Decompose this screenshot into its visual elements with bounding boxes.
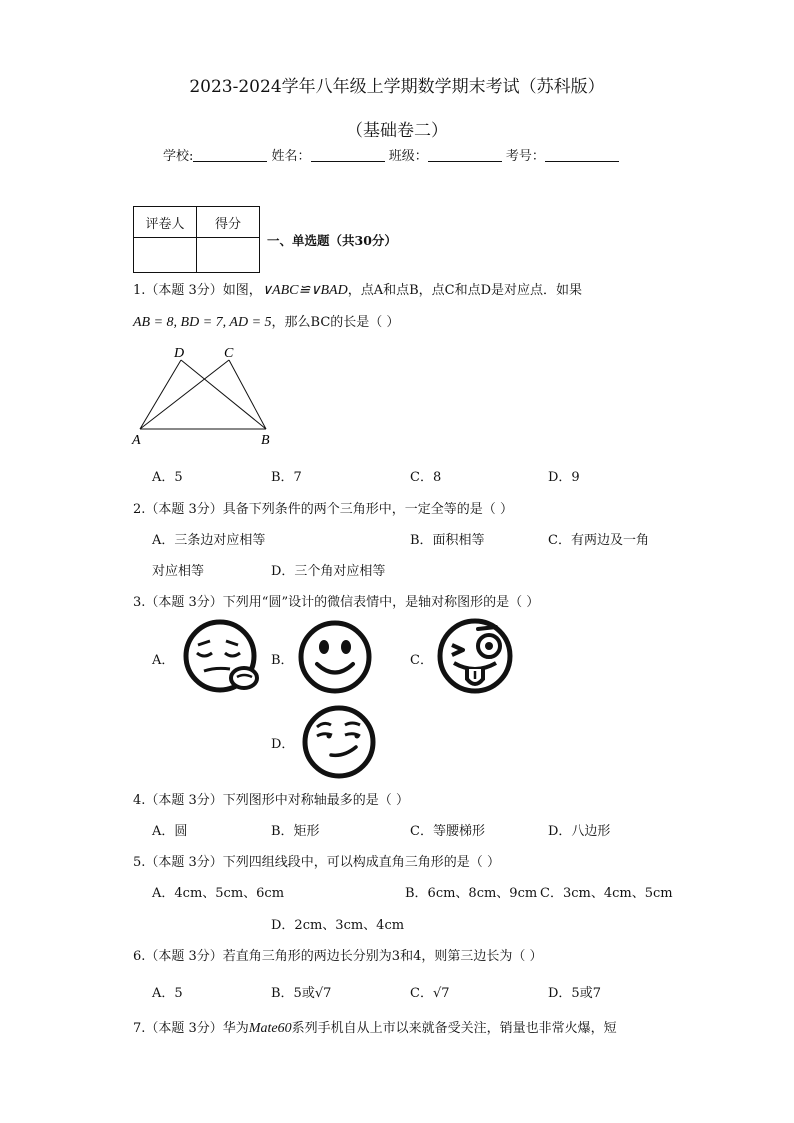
- school-label: 学校:: [163, 149, 194, 164]
- q1-option-d[interactable]: D．9: [548, 470, 580, 485]
- q5-stem: 5.（本题 3分）下列四组线段中，可以构成直角三角形的是（ ）: [133, 855, 500, 870]
- q1-math-congruence: ∨ABC≌∨BAD: [261, 283, 348, 298]
- q1-text-a: 1.（本题 3分）如图，: [133, 283, 262, 298]
- q3-option-a-label[interactable]: A．: [152, 653, 175, 668]
- number-label: 考号：: [505, 149, 545, 164]
- q1-text-c: ，那么BC的长是（ ）: [271, 315, 400, 330]
- q4-option-d[interactable]: D．八边形: [548, 824, 611, 839]
- grader-cell[interactable]: [134, 238, 197, 273]
- q2-option-a[interactable]: A．三条边对应相等: [152, 533, 266, 548]
- q7-text-b: 系列手机自从上市以来就备受关注，销量也非常火爆，短: [291, 1021, 617, 1036]
- q2-option-d[interactable]: D．三个角对应相等: [271, 564, 386, 579]
- q7-math-model: Mate60: [248, 1021, 292, 1036]
- winking-tongue-face-icon[interactable]: [434, 615, 516, 697]
- label-C: C: [224, 346, 234, 361]
- page-subtitle: （基础卷二）: [346, 121, 448, 141]
- q4-stem: 4.（本题 3分）下列图形中对称轴最多的是（ ）: [133, 793, 409, 808]
- name-label: 姓名：: [271, 149, 311, 164]
- smirking-face-icon[interactable]: [300, 703, 378, 781]
- label-A: A: [132, 433, 141, 448]
- q2-stem: 2.（本题 3分）具备下列条件的两个三角形中，一定全等的是（ ）: [133, 502, 513, 517]
- label-B: B: [261, 433, 270, 448]
- name-blank[interactable]: [311, 149, 385, 162]
- class-blank[interactable]: [428, 149, 502, 162]
- q7-stem: [133, 1017, 617, 1037]
- q1-stem-line1: [133, 279, 582, 299]
- q6-option-a[interactable]: A．5: [152, 986, 183, 1001]
- q1-option-a[interactable]: A．5: [152, 470, 183, 485]
- q4-option-c[interactable]: C．等腰梯形: [410, 824, 485, 839]
- q7-text-a: 7.（本题 3分）华为: [133, 1021, 249, 1036]
- page-title: 2023-2024学年八年级上学期数学期末考试（苏科版）: [189, 77, 605, 97]
- section-heading: 一、单选题（共30分）: [267, 233, 397, 248]
- q1-triangle-figure: [128, 340, 288, 452]
- q6-stem: 6.（本题 3分）若直角三角形的两边长分别为3和4，则第三边长为（ ）: [133, 949, 543, 964]
- number-blank[interactable]: [545, 149, 619, 162]
- q5-option-b[interactable]: B．6cm、8cm、9cm: [405, 886, 538, 901]
- q2-option-b[interactable]: B．面积相等: [410, 533, 485, 548]
- q4-option-b[interactable]: B．矩形: [271, 824, 320, 839]
- q2-option-c[interactable]: C．有两边及一角: [548, 533, 649, 548]
- q2-option-c-cont[interactable]: 对应相等: [152, 564, 205, 579]
- q6-option-b[interactable]: B．5或√7: [271, 986, 332, 1001]
- q6-option-c[interactable]: C．√7: [410, 986, 450, 1001]
- class-label: 班级：: [388, 149, 428, 164]
- q3-option-b-label[interactable]: B．: [271, 653, 294, 668]
- q1-text-b: ，点A和点B，点C和点D是对应点．如果: [347, 283, 583, 298]
- q1-option-c[interactable]: C．8: [410, 470, 442, 485]
- q5-option-c[interactable]: C．3cm、4cm、5cm: [540, 886, 673, 901]
- q3-stem: 3.（本题 3分）下列用“圆”设计的微信表情中，是轴对称图形的是（ ）: [133, 595, 540, 610]
- student-info-line: [163, 145, 619, 164]
- q1-math-lengths: AB = 8, BD = 7, AD = 5: [133, 315, 272, 330]
- score-cell[interactable]: [197, 238, 260, 273]
- q1-stem-line2: [133, 311, 399, 331]
- grader-header: 评卷人: [134, 207, 197, 238]
- q5-option-d[interactable]: D．2cm、3cm、4cm: [271, 918, 405, 933]
- q3-option-c-label[interactable]: C．: [410, 653, 433, 668]
- sleepy-tongue-face-icon[interactable]: [182, 619, 264, 695]
- school-blank[interactable]: [193, 149, 267, 162]
- q3-option-d-label[interactable]: D．: [271, 737, 295, 752]
- q1-option-b[interactable]: B．7: [271, 470, 302, 485]
- q6-option-d[interactable]: D．5或7: [548, 986, 601, 1001]
- q5-option-a[interactable]: A．4cm、5cm、6cm: [152, 886, 285, 901]
- q4-option-a[interactable]: A．圆: [152, 824, 188, 839]
- score-table: [133, 206, 260, 273]
- smiling-face-icon[interactable]: [297, 619, 373, 695]
- score-header: 得分: [197, 207, 260, 238]
- label-D: D: [174, 346, 185, 361]
